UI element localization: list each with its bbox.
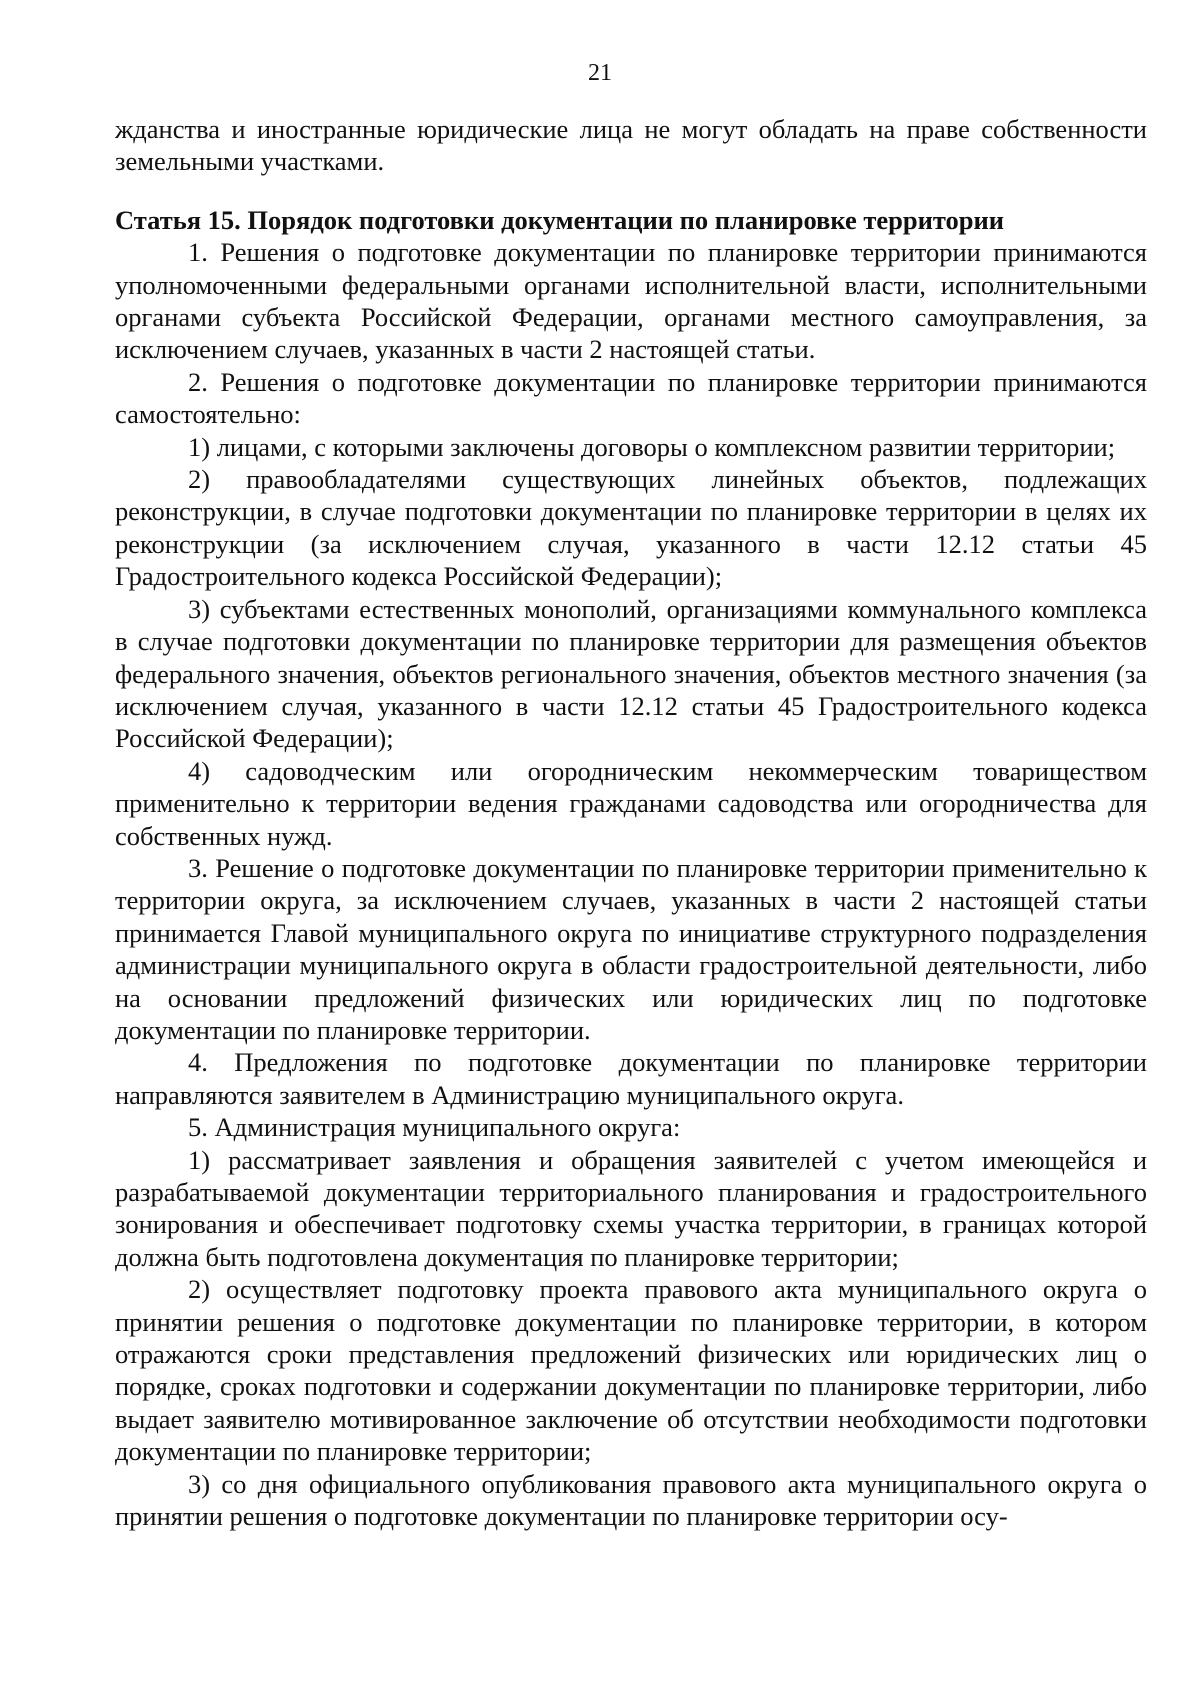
document-body	[115, 113, 1147, 1532]
list-item-5-3: 3) со дня официального опубликования правового акта муниципального округа о принятии решения о подготовке документации по планировке территории осу-	[115, 1468, 1147, 1532]
paragraph-3: 3. Решение о подготовке документации по планировке территории применительно к территории округа, за исключением случаев, указанных в части 2 настоящей статьи принимается Главой муниципального округа по инициативе структурного подразделения администрации муниципального округа в области градостроительной деятельности, либо на основании предложений физических или юридических лиц по подготовке документации по планировке территории.	[115, 852, 1147, 1045]
paragraph-4: 4. Предложения по подготовке документации по планировке территории направляются заявителем в Администрацию муниципального округа.	[115, 1047, 1147, 1110]
list-item-5-1: 1) рассматривает заявления и обращения заявителей с учетом имеющейся и разрабатываемой документации территориального планирования и градостроительного зонирования и обеспечивает подготовку схемы участка территории, в границах которой должна быть подготовлена документация по планировке территории;	[115, 1144, 1147, 1272]
paragraph-5: 5. Администрация муниципального округа:	[188, 1112, 681, 1143]
list-item-2-4: 4) садоводческим или огородническим некоммерческим товариществом применительно к территории ведения гражданами садоводства или огородничества для собственных нужд.	[115, 755, 1147, 851]
list-item-5-2: 2) осуществляет подготовку проекта правового акта муниципального округа о принятии решения о подготовке документации по планировке территории, в котором отражаются сроки представления предложений физических или юридических лиц о порядке, сроках подготовки и содержании документации по планировке территории, либо выдает заявителю мотивированное заключение об отсутствии необходимости подготовки документации по планировке территории;	[115, 1274, 1147, 1467]
paragraph-continuation: жданства и иностранные юридические лица не могут обладать на праве собственности земельными участками.	[115, 114, 1147, 177]
list-item-2-2: 2) правообладателями существующих линейных объектов, подлежащих реконструкции, в случае подготовки документации по планировке территории в целях их реконструкции (за исключением случая, указанного в части 12.12 статьи 45 Градостроительного кодекса Российской Федерации);	[115, 464, 1147, 592]
page-number: 21	[588, 60, 612, 86]
list-item-2-3: 3) субъектами естественных монополий, организациями коммунального комплекса в случае подготовки документации по планировке территории для размещения объектов федерального значения, объектов регионального значения, объектов местного значения (за исключением случая, указанного в части 12.12 статьи 45 Градостроительного кодекса Российской Федерации);	[115, 593, 1147, 754]
paragraph-2: 2. Решения о подготовке документации по планировке территории принимаются самостоятельно:	[115, 366, 1147, 430]
paragraph-1: 1. Решения о подготовке документации по планировке территории принимаются уполномоченными федеральными органами исполнительной власти, исполнительными органами субъекта Российской Федерации, органами местного самоуправления, за исключением случаев, указанных в части 2 настоящей статьи.	[115, 237, 1147, 365]
article-heading: Статья 15. Порядок подготовки документации по планировке территории	[115, 204, 1005, 235]
list-item-2-1: 1) лицами, с которыми заключены договоры о комплексном развитии территории;	[188, 431, 1116, 462]
